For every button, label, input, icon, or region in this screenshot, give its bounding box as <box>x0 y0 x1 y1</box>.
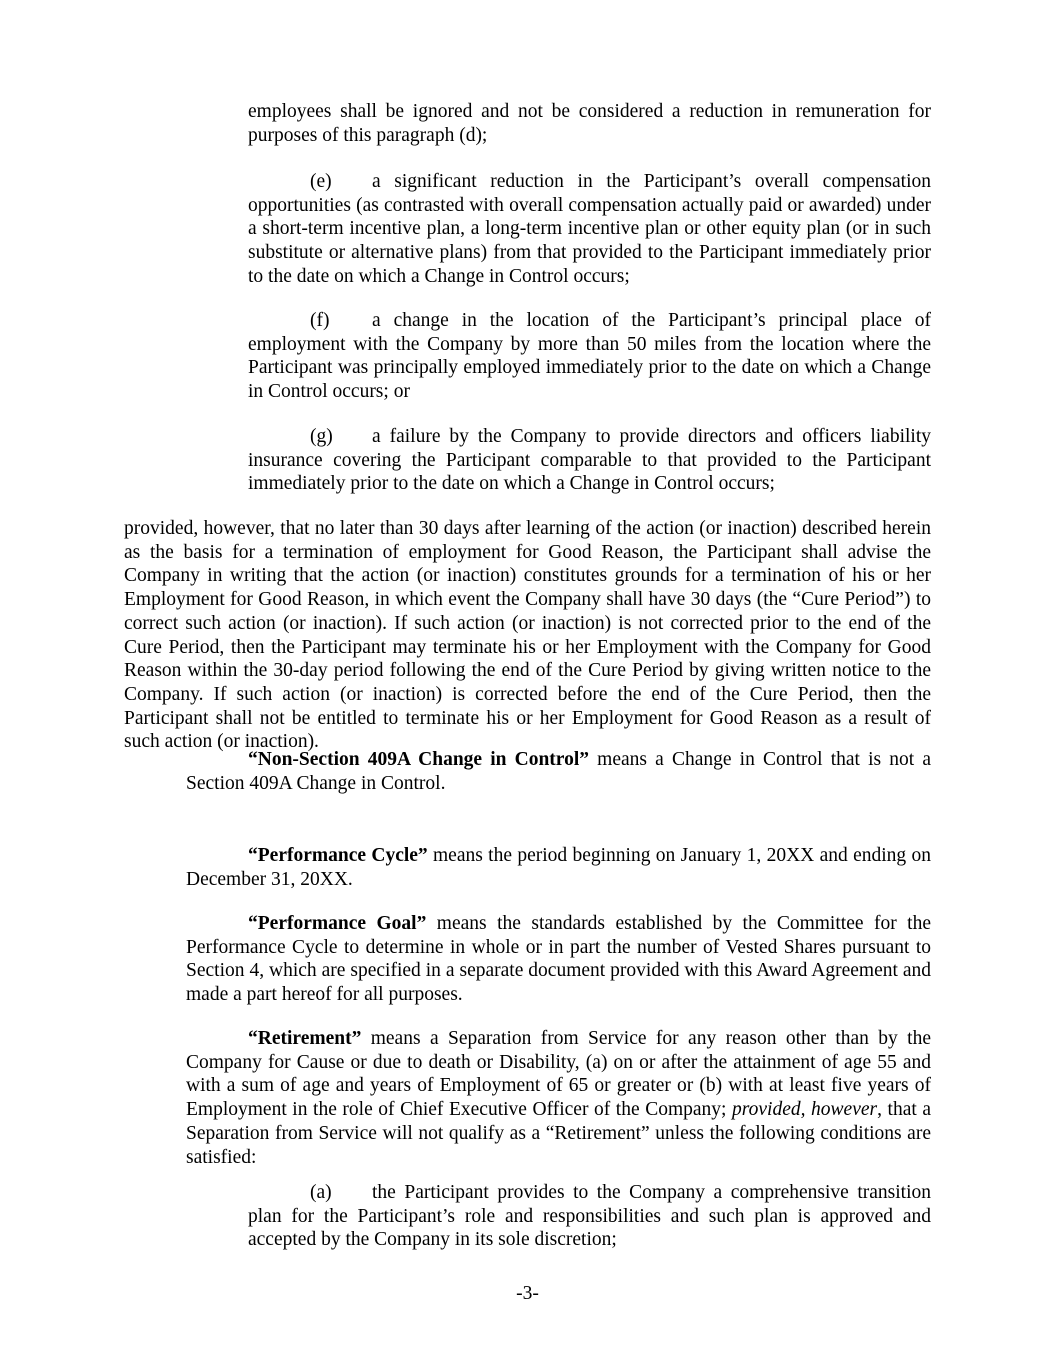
defined-term: “Performance Cycle” <box>248 845 428 866</box>
definition-performance-goal <box>186 912 931 1007</box>
item-text: a significant reduction in the Participant’s overall compensation opportunities (as contrasted with overall compensation actually paid or awarded) under a short-term incentive plan, a long-term incentive plan or other equity plan (or in such substitute or alternative plans) from that provided to the Participant immediately prior to the date on which a Change in Control occurs; <box>248 171 931 287</box>
defined-term: “Non-Section 409A Change in Control” <box>248 749 590 770</box>
list-item-g <box>248 425 931 496</box>
item-text: a failure by the Company to provide directors and officers liability insurance covering the Participant comparable to that provided to the Participant immediately prior to the date on which a Change in Control occurs; <box>248 426 931 495</box>
item-label: (f) <box>310 310 330 331</box>
item-text: a change in the location of the Participant’s principal place of employment with the Company by more than 50 miles from the location where the Participant was principally employed immediately prior to the date on which a Change in Control occurs; or <box>248 310 931 403</box>
list-item-f <box>248 309 931 404</box>
definition-retirement <box>186 1027 931 1169</box>
item-label: (e) <box>310 171 332 192</box>
definition-text: means a Separation from Service for any reason other than by the Company for Cause or due to death or Disability, (a) on or after the attainment of age 55 and with a sum of age and years of Employment of 65 or greater or (b) with at least five years of Employment in the role of Chief Executive Officer of the Company; <box>186 1028 931 1121</box>
definition-non-section-409a <box>186 748 931 795</box>
item-label: (g) <box>310 426 333 447</box>
defined-term: “Performance Goal” <box>248 913 427 934</box>
retirement-condition-a <box>248 1181 931 1252</box>
item-label: (a) <box>310 1182 332 1203</box>
definition-performance-cycle <box>186 844 931 891</box>
paragraph-d-continuation: employees shall be ignored and not be considered a reduction in remuneration for purposes of this paragraph (d); <box>248 101 931 146</box>
definition-text: means the standards established by the Committee for the Performance Cycle to determine in whole or in part the number of Vested Shares pursuant to Section 4, which are specified in a separate document provided with this Award Agreement and made a part hereof for all purposes. <box>186 913 931 1006</box>
definition-text: means the period beginning on January 1, 20XX and ending on December 31, 20XX. <box>186 845 931 890</box>
defined-term: “Retirement” <box>248 1028 362 1049</box>
italic-proviso: provided, however <box>732 1099 878 1121</box>
item-text: the Participant provides to the Company a comprehensive transition plan for the Participant’s role and responsibilities and such plan is approved and accepted by the Company in its sole discretion; <box>248 1182 931 1251</box>
definition-text-continued: , that a Separation from Service will not qualify as a “Retirement” unless the following conditions are satisfied: <box>186 1099 931 1168</box>
definition-text: means a Change in Control that is not a Section 409A Change in Control. <box>186 749 931 794</box>
list-item-e <box>248 170 931 289</box>
page-number: -3- <box>516 1283 539 1304</box>
proviso-paragraph: provided, however, that no later than 30 days after learning of the action (or inaction) described herein as the basis for a termination of employment for Good Reason, the Participant shall advise the Company in writing that the action (or inaction) constitutes grounds for a termination of his or her Employment for Good Reason, in which event the Company shall have 30 days (the “Cure Period”) to correct such action (or inaction). If such action (or inaction) is not corrected prior to the end of the Cure Period, then the Participant may terminate his or her Employment with the Company for Good Reason within the 30-day period following the end of the Cure Period by giving written notice to the Company. If such action (or inaction) is corrected before the end of the Cure Period, then the Participant shall not be entitled to terminate his or her Employment for Good Reason as a result of such action (or inaction). <box>124 518 931 753</box>
